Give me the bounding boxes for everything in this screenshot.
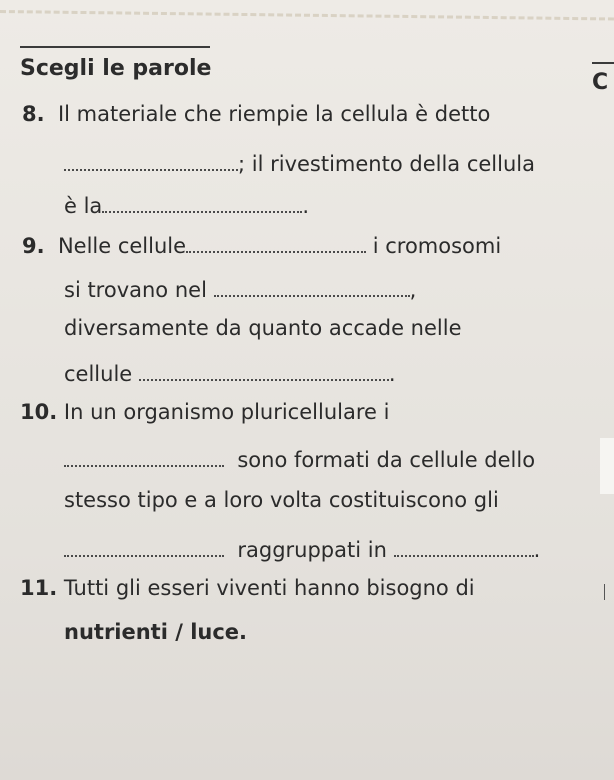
- q8-text-3-suffix: .: [302, 194, 309, 218]
- q9-line-3: diversamente da quanto accade nelle: [64, 316, 462, 340]
- q10-line-1: [20, 400, 389, 424]
- right-edge-highlight: [600, 438, 614, 494]
- q9-text-1-suffix: i cromosomi: [372, 234, 502, 258]
- q10-text-4: raggruppati in: [237, 538, 387, 562]
- q9-line-4: [64, 358, 396, 386]
- q11-number: 11.: [20, 576, 58, 600]
- section-heading: Scegli le parole: [20, 56, 212, 81]
- right-column-letter: C: [592, 70, 609, 95]
- q8-line-1: [22, 102, 490, 126]
- right-column-rule: [592, 62, 614, 64]
- q9-text-2-suffix: ,: [409, 278, 417, 302]
- q9-blank-1[interactable]: [186, 230, 366, 253]
- q10-line-3: stesso tipo e a loro volta costituiscono gli: [64, 488, 499, 512]
- q9-line-1: [22, 230, 501, 258]
- q10-blank-1[interactable]: [64, 444, 224, 467]
- q9-text-1-prefix: Nelle cellule: [57, 234, 187, 258]
- q9-text-4-suffix: .: [388, 362, 396, 386]
- q10-text-1: In un organismo pluricellulare i: [63, 400, 390, 424]
- q8-blank-2[interactable]: [102, 190, 302, 213]
- q8-text-1: Il materiale che riempie la cellula è detto: [57, 102, 491, 126]
- q10-number: 10.: [20, 400, 58, 424]
- q11-line-1: [20, 576, 475, 600]
- q10-line-2: [64, 444, 535, 472]
- q9-number: 9.: [22, 234, 45, 258]
- q8-number: 8.: [22, 102, 45, 126]
- q8-text-3-prefix: è la: [64, 194, 103, 218]
- right-edge-tick: [604, 584, 605, 600]
- q9-blank-3[interactable]: [139, 358, 389, 381]
- q9-blank-2[interactable]: [214, 274, 410, 297]
- q10-text-4-suffix: .: [533, 538, 541, 562]
- q11-text-1: Tutti gli esseri viventi hanno bisogno di: [63, 576, 475, 600]
- q8-blank-1[interactable]: [64, 148, 238, 171]
- q8-line-3: [64, 190, 309, 218]
- q9-text-4-prefix: cellule: [64, 362, 133, 386]
- q10-blank-2[interactable]: [64, 534, 224, 557]
- q9-text-2-prefix: si trovano nel: [64, 278, 207, 302]
- q10-blank-3[interactable]: [394, 534, 534, 557]
- q8-text-2: ; il rivestimento della cellula: [238, 152, 535, 176]
- q10-line-4: [64, 534, 540, 562]
- q11-line-2: nutrienti / luce.: [64, 620, 248, 644]
- q9-line-2: [64, 274, 416, 302]
- q10-text-2: sono formati da cellule dello: [237, 448, 536, 472]
- heading-rule: [20, 46, 210, 48]
- q8-line-2: [64, 148, 535, 176]
- top-dashed-border: [0, 10, 614, 21]
